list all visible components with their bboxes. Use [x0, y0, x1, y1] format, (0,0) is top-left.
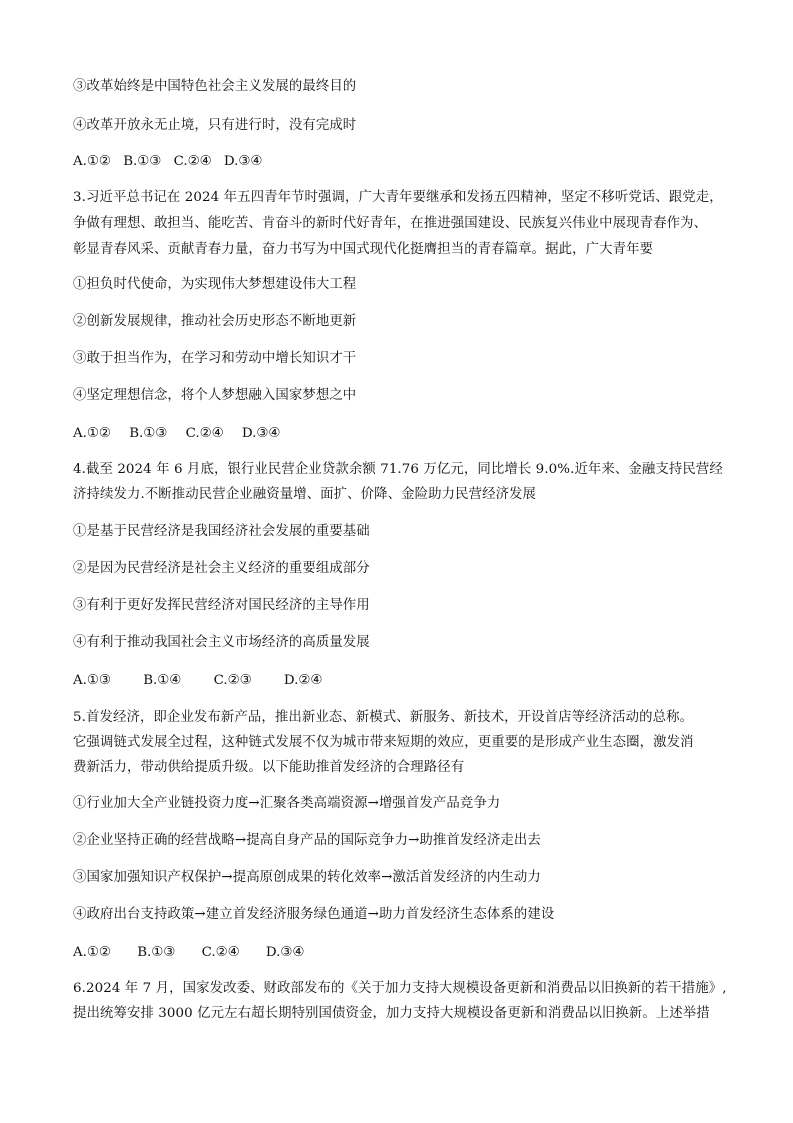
q3-option-b: B.①③	[129, 426, 168, 441]
q2-option-c: C.②④	[173, 154, 212, 169]
q5-option-b: B.①③	[137, 945, 176, 960]
q2-option-b: B.①③	[123, 154, 162, 169]
q4-option-d: D.②④	[283, 673, 323, 688]
q5-statement-3: ③国家加强知识产权保护→提高原创成果的转化效率→激活首发经济的内生动力	[73, 870, 541, 885]
q4-options	[73, 672, 322, 690]
q2-options	[73, 153, 262, 171]
q2-statement-3: ③改革始终是中国特色社会主义发展的最终目的	[73, 79, 357, 94]
q5-option-d: D.③④	[265, 945, 305, 960]
q4-stem-line-2: 济持续发力.不断推动民营企业融资量增、面扩、价降、金险助力民营经济发展	[73, 487, 537, 502]
q3-statement-1: ①担负时代使命，为实现伟大梦想建设伟大工程	[73, 277, 357, 292]
q3-statement-2: ②创新发展规律，推动社会历史形态不断地更新	[73, 314, 357, 329]
q2-option-a: A.①②	[73, 154, 111, 169]
q4-statement-1: ①是基于民营经济是我国经济社会发展的重要基础	[73, 524, 370, 539]
q4-statement-3: ③有利于更好发挥民营经济对国民经济的主导作用	[73, 598, 370, 613]
q3-option-d: D.③④	[241, 426, 281, 441]
q5-option-a: A.①②	[73, 945, 111, 960]
q5-stem-line-1: 5.首发经济，即企业发布新产品，推出新业态、新模式、新服务、新技术，开设首店等经济活动的总称。	[73, 710, 694, 725]
q5-stem-line-3: 费新活力，带动供给提质升级。以下能助推首发经济的合理路径有	[73, 760, 465, 775]
q3-options	[73, 425, 280, 443]
q3-stem-line-3: 彰显青春风采、贡献青春力量，奋力书写为中国式现代化挺膺担当的青春篇章。据此，广大青年要	[73, 242, 654, 257]
q5-options	[73, 944, 304, 962]
q3-option-c: C.②④	[185, 426, 224, 441]
q6-stem-line-2: 提出统筹安排 3000 亿元左右超长期特别国债资金，加力支持大规模设备更新和消费品以旧换新。上述举措	[73, 1006, 710, 1021]
q4-option-a: A.①③	[73, 673, 111, 688]
q5-statement-2: ②企业坚持正确的经营战略→提高自身产品的国际竞争力→助推首发经济走出去	[73, 833, 541, 848]
q3-statement-3: ③敢于担当作为，在学习和劳动中增长知识才干	[73, 351, 357, 366]
q4-statement-4: ④有利于推动我国社会主义市场经济的高质量发展	[73, 635, 370, 650]
q4-statement-2: ②是因为民营经济是社会主义经济的重要组成部分	[73, 561, 370, 576]
q5-stem-line-2: 它强调链式发展全过程，这种链式发展不仅为城市带来短期的效应，更重要的是形成产业生态圈，激发消	[73, 735, 694, 750]
q5-statement-1: ①行业加大全产业链投资力度→汇聚各类高端资源→增强首发产品竞争力	[73, 796, 501, 811]
q3-option-a: A.①②	[73, 426, 111, 441]
q6-stem-line-1: 6.2024 年 7 月，国家发改委、财政部发布的《关于加力支持大规模设备更新和消费品以旧换新的若干措施》,	[73, 981, 727, 996]
q3-statement-4: ④坚定理想信念，将个人梦想融入国家梦想之中	[73, 388, 357, 403]
q4-option-b: B.①④	[143, 673, 182, 688]
q2-statement-4: ④改革开放永无止境，只有进行时，没有完成时	[73, 118, 357, 133]
q4-option-c: C.②③	[213, 673, 252, 688]
q3-stem-line-2: 争做有理想、敢担当、能吃苦、肯奋斗的新时代好青年，在推进强国建设、民族复兴伟业中展现青春作为、	[73, 216, 708, 231]
q5-option-c: C.②④	[201, 945, 240, 960]
q5-statement-4: ④政府出台支持政策→建立首发经济服务绿色通道→助力首发经济生态体系的建设	[73, 907, 555, 922]
q4-stem-line-1: 4.截至 2024 年 6 月底，银行业民营企业贷款余额 71.76 万亿元，同比增长 9.0%.近年来、金融支持民营经	[73, 462, 723, 477]
q3-stem-line-1: 3.习近平总书记在 2024 年五四青年节时强调，广大青年要继承和发扬五四精神，坚定不移听党话、跟党走，	[73, 190, 723, 205]
q2-option-d: D.③④	[223, 154, 263, 169]
